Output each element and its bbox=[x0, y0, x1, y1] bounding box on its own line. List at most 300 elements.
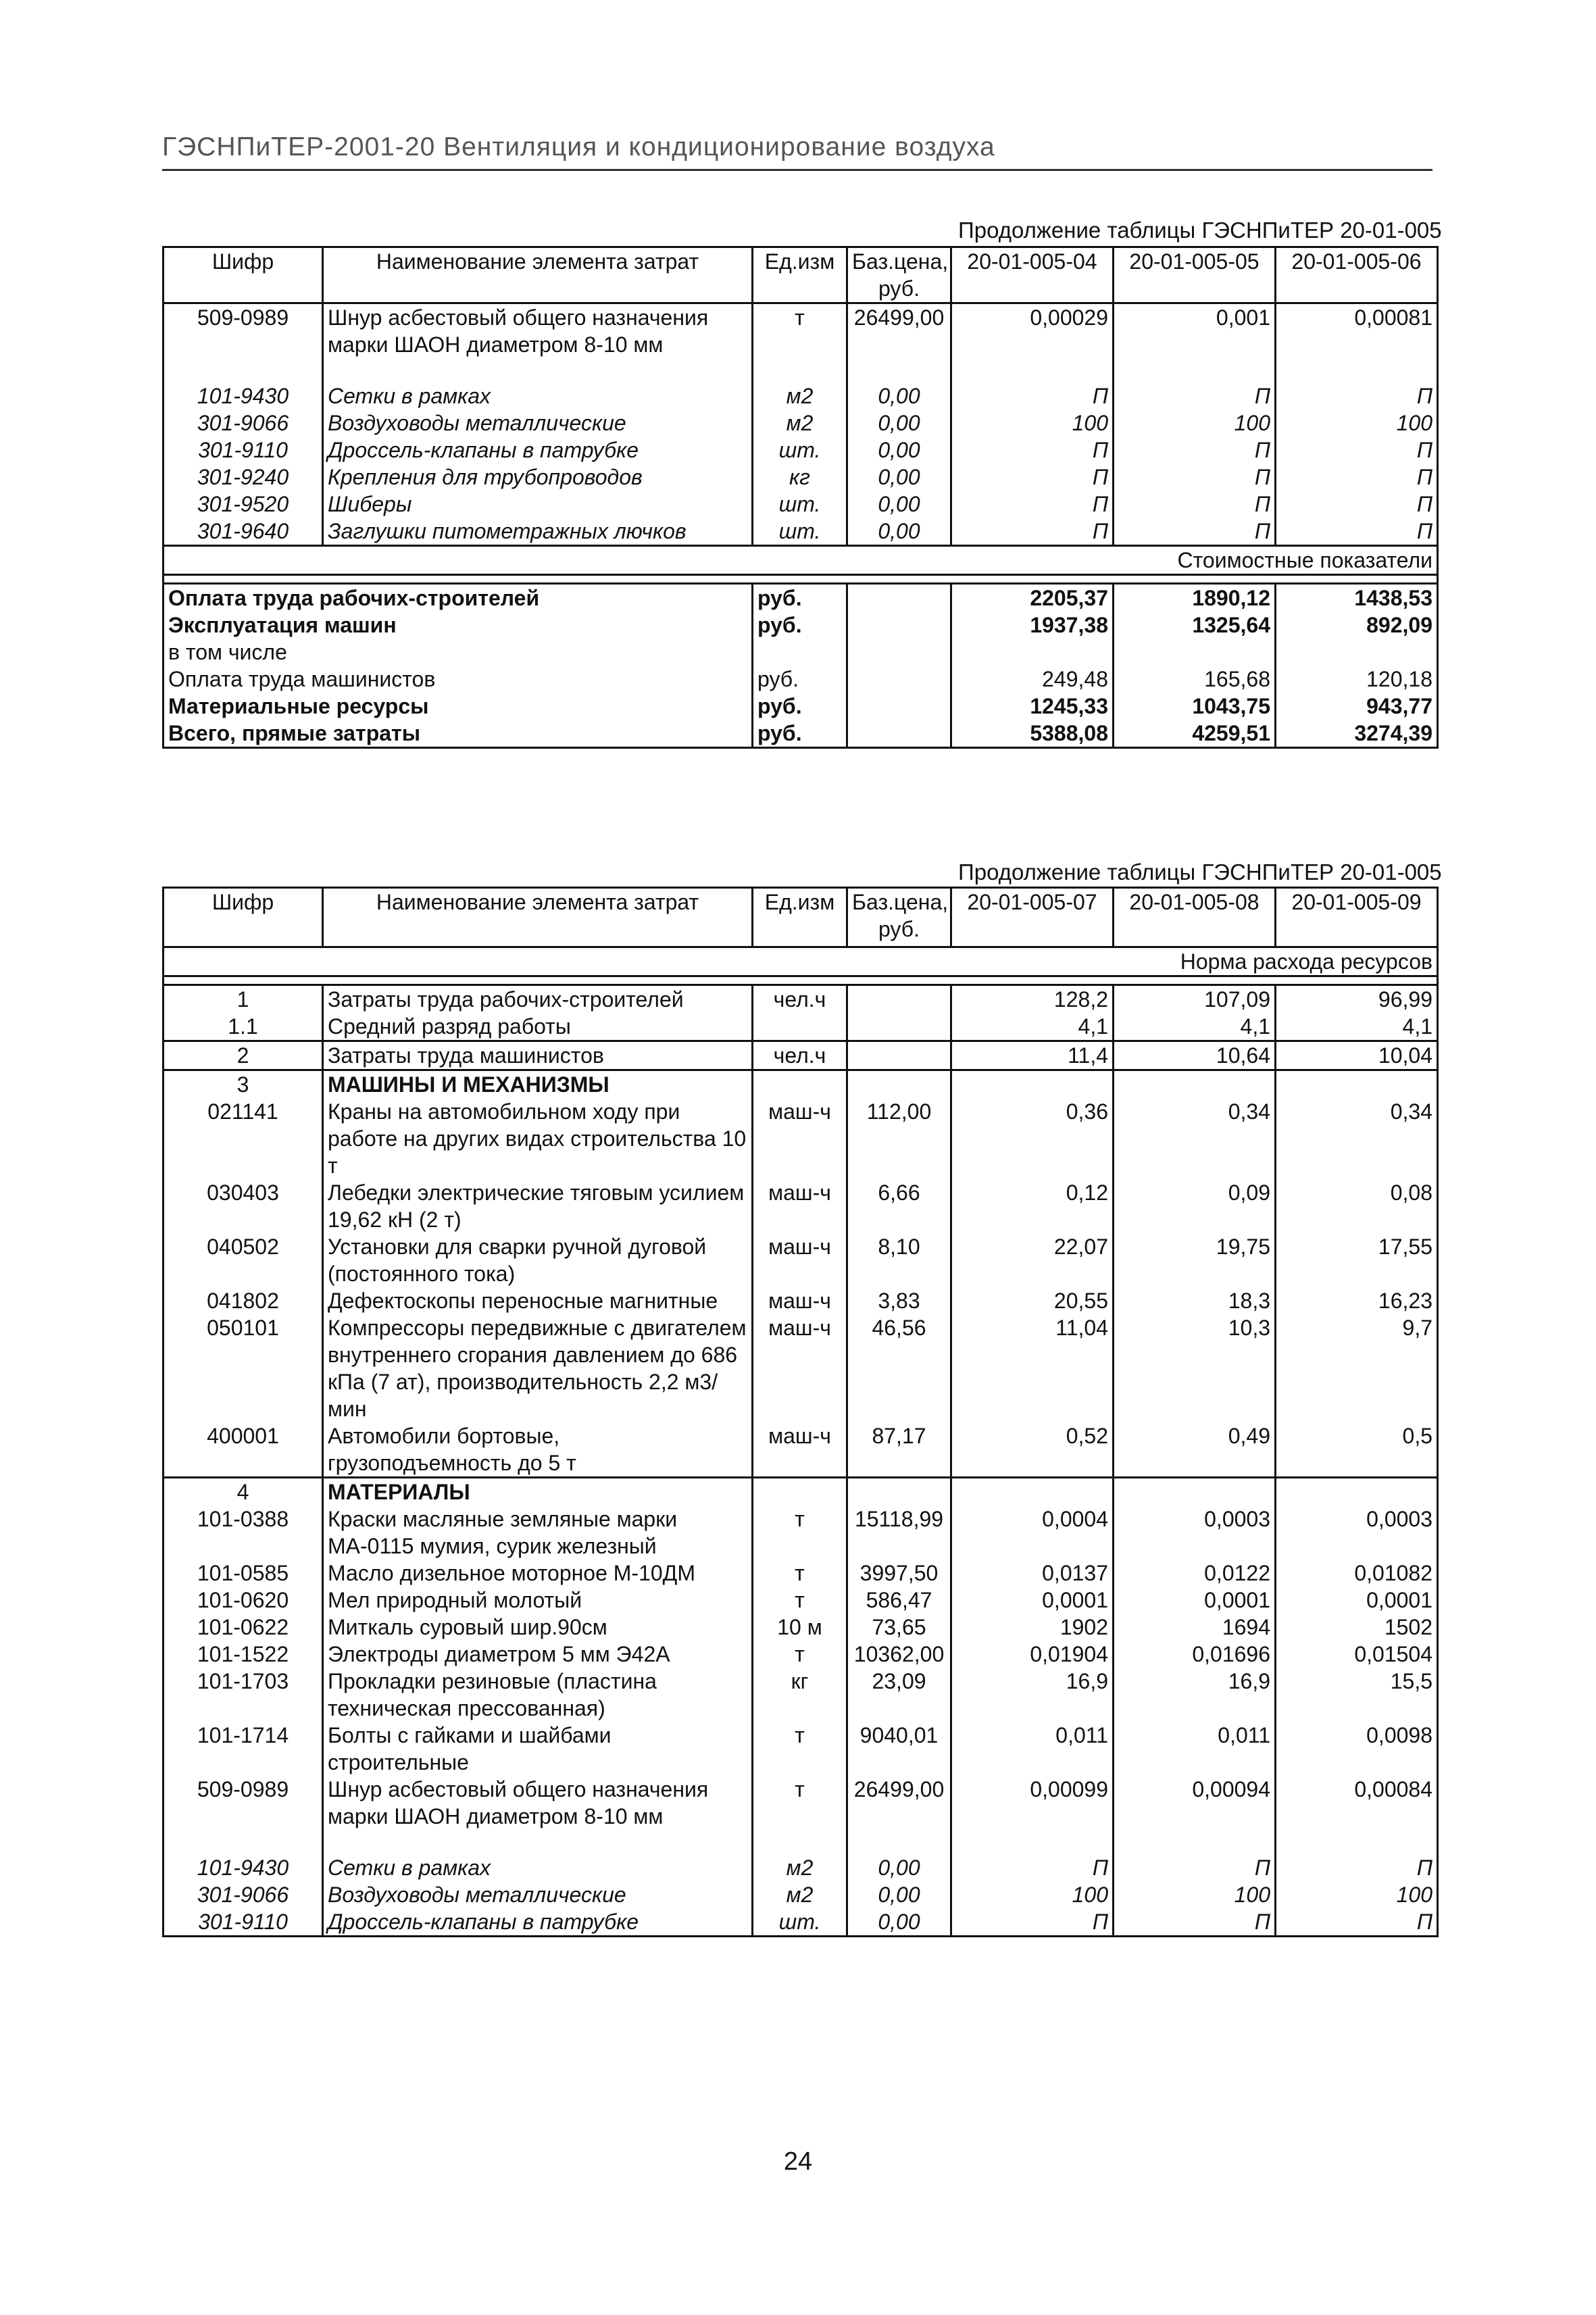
header-col-1: 20-01-005-04 bbox=[951, 247, 1114, 303]
row-name: Лебедки электрические тяговым усилием 19,62 кН (2 т) bbox=[323, 1179, 753, 1233]
row-value-2: 0,49 bbox=[1114, 1422, 1276, 1478]
table-row bbox=[164, 382, 1438, 409]
row-value-1: 0,12 bbox=[951, 1179, 1114, 1233]
row-value-3: П bbox=[1276, 491, 1438, 518]
document-header: ГЭСНПиТЕР-2001-20 Вентиляция и кондиционирование воздуха bbox=[162, 132, 995, 161]
row-unit: маш-ч bbox=[753, 1179, 847, 1233]
row-price bbox=[847, 985, 951, 1014]
row-name: Шнур асбестовый общего назначения марки ШАОН диаметром 8-10 мм bbox=[323, 303, 753, 359]
row-value-1: 0,0001 bbox=[951, 1587, 1114, 1614]
row-value-1 bbox=[951, 1070, 1114, 1099]
row-name: Воздуховоды металлические bbox=[323, 1881, 753, 1908]
row-price: 26499,00 bbox=[847, 303, 951, 359]
cost-value-3: 3274,39 bbox=[1276, 720, 1438, 748]
row-price: 23,09 bbox=[847, 1668, 951, 1722]
row-code: 301-9066 bbox=[164, 1881, 323, 1908]
header-code: Шифр bbox=[164, 247, 323, 303]
row-value-1: 0,011 bbox=[951, 1722, 1114, 1776]
row-code: 101-0585 bbox=[164, 1560, 323, 1587]
row-unit: 10 м bbox=[753, 1614, 847, 1641]
cost-name: Всего, прямые затраты bbox=[164, 720, 753, 748]
row-value-2: 100 bbox=[1114, 1881, 1276, 1908]
row-unit bbox=[753, 1478, 847, 1506]
row-name: Дефектоскопы переносные магнитные bbox=[323, 1287, 753, 1314]
row-value-1: 100 bbox=[951, 409, 1114, 437]
row-value-1: 0,00099 bbox=[951, 1776, 1114, 1830]
cost-unit: руб. bbox=[753, 612, 847, 639]
cost-value-1: 249,48 bbox=[951, 666, 1114, 693]
row-code: 101-0620 bbox=[164, 1587, 323, 1614]
table-row bbox=[164, 1478, 1438, 1506]
row-code: 101-9430 bbox=[164, 382, 323, 409]
row-name: Средний разряд работы bbox=[323, 1013, 753, 1041]
cost-row bbox=[164, 693, 1438, 720]
row-price: 26499,00 bbox=[847, 1776, 951, 1830]
row-unit: м2 bbox=[753, 382, 847, 409]
row-price: 87,17 bbox=[847, 1422, 951, 1478]
cost-name: Материальные ресурсы bbox=[164, 693, 753, 720]
row-value-3: 0,5 bbox=[1276, 1422, 1438, 1478]
row-price: 10362,00 bbox=[847, 1641, 951, 1668]
row-code: 301-9066 bbox=[164, 409, 323, 437]
row-name: Шиберы bbox=[323, 491, 753, 518]
row-value-1: П bbox=[951, 518, 1114, 546]
cost-name: Оплата труда рабочих-строителей bbox=[164, 584, 753, 612]
row-value-2: 10,3 bbox=[1114, 1314, 1276, 1422]
table-row bbox=[164, 1881, 1438, 1908]
cost-unit: руб. bbox=[753, 666, 847, 693]
row-value-3: 0,0003 bbox=[1276, 1505, 1438, 1560]
row-name: Краны на автомобильном ходу при работе на других видах строительства 10 т bbox=[323, 1098, 753, 1179]
row-value-2: 0,001 bbox=[1114, 303, 1276, 359]
cost-value-2: 1890,12 bbox=[1114, 584, 1276, 612]
row-value-3: 16,23 bbox=[1276, 1287, 1438, 1314]
header-price: Баз.цена, руб. bbox=[847, 888, 951, 947]
row-name: Крепления для трубопроводов bbox=[323, 464, 753, 491]
cost-row bbox=[164, 584, 1438, 612]
header-name: Наименование элемента затрат bbox=[323, 247, 753, 303]
row-name: Шнур асбестовый общего назначения марки ШАОН диаметром 8-10 мм bbox=[323, 1776, 753, 1830]
table-row bbox=[164, 1233, 1438, 1287]
row-unit: т bbox=[753, 1776, 847, 1830]
row-value-3: П bbox=[1276, 464, 1438, 491]
row-value-2: 0,0001 bbox=[1114, 1587, 1276, 1614]
row-code: 400001 bbox=[164, 1422, 323, 1478]
row-name: Компрессоры передвижные с двигателем внутреннего сгорания давлением до 686 кПа (7 ат), производительность 2,2 м3/мин bbox=[323, 1314, 753, 1422]
row-value-3 bbox=[1276, 1070, 1438, 1099]
row-value-2: П bbox=[1114, 1854, 1276, 1881]
row-value-2: 4,1 bbox=[1114, 1013, 1276, 1041]
row-unit: м2 bbox=[753, 1881, 847, 1908]
row-unit: т bbox=[753, 1560, 847, 1587]
row-value-2: 0,01696 bbox=[1114, 1641, 1276, 1668]
row-unit: т bbox=[753, 1641, 847, 1668]
header-price: Баз.цена, руб. bbox=[847, 247, 951, 303]
row-unit: т bbox=[753, 1505, 847, 1560]
row-value-1: П bbox=[951, 1908, 1114, 1937]
row-name: Миткаль суровый шир.90см bbox=[323, 1614, 753, 1641]
row-code: 1 bbox=[164, 985, 323, 1014]
cost-name: Эксплуатация машин bbox=[164, 612, 753, 639]
row-value-1: П bbox=[951, 382, 1114, 409]
row-name: Воздуховоды металлические bbox=[323, 409, 753, 437]
cost-value-3: 892,09 bbox=[1276, 612, 1438, 639]
table-row bbox=[164, 491, 1438, 518]
row-value-2: П bbox=[1114, 518, 1276, 546]
table-row bbox=[164, 1854, 1438, 1881]
cost-name: Оплата труда машинистов bbox=[164, 666, 753, 693]
row-value-2: 0,34 bbox=[1114, 1098, 1276, 1179]
cost-unit: руб. bbox=[753, 720, 847, 748]
row-value-2: 0,0122 bbox=[1114, 1560, 1276, 1587]
row-name: МАТЕРИАЛЫ bbox=[323, 1478, 753, 1506]
row-value-1: П bbox=[951, 1854, 1114, 1881]
header-code: Шифр bbox=[164, 888, 323, 947]
row-value-3: П bbox=[1276, 1854, 1438, 1881]
row-unit: шт. bbox=[753, 1908, 847, 1937]
row-code: 050101 bbox=[164, 1314, 323, 1422]
table-row bbox=[164, 1098, 1438, 1179]
cost-row bbox=[164, 720, 1438, 748]
page-number: 24 bbox=[783, 2147, 813, 2176]
cost-value-2: 4259,51 bbox=[1114, 720, 1276, 748]
row-value-3: 17,55 bbox=[1276, 1233, 1438, 1287]
row-code: 301-9110 bbox=[164, 437, 323, 464]
cost-value-2 bbox=[1114, 639, 1276, 666]
table-row bbox=[164, 409, 1438, 437]
row-value-1: 4,1 bbox=[951, 1013, 1114, 1041]
table-row bbox=[164, 985, 1438, 1014]
row-price: 0,00 bbox=[847, 1854, 951, 1881]
row-name: Установки для сварки ручной дуговой (постоянного тока) bbox=[323, 1233, 753, 1287]
row-value-3: 0,00081 bbox=[1276, 303, 1438, 359]
row-value-1: П bbox=[951, 437, 1114, 464]
header-col-1: 20-01-005-07 bbox=[951, 888, 1114, 947]
table-row bbox=[164, 1641, 1438, 1668]
row-code: 021141 bbox=[164, 1098, 323, 1179]
spacer-row bbox=[164, 575, 1438, 584]
cost-value-2: 1325,64 bbox=[1114, 612, 1276, 639]
row-name: Краски масляные земляные марки МА-0115 мумия, сурик железный bbox=[323, 1505, 753, 1560]
row-value-2: 100 bbox=[1114, 409, 1276, 437]
cost-value-1: 5388,08 bbox=[951, 720, 1114, 748]
header-col-3: 20-01-005-09 bbox=[1276, 888, 1438, 947]
table-row bbox=[164, 1070, 1438, 1099]
resource-table-1 bbox=[162, 246, 1439, 749]
row-price: 46,56 bbox=[847, 1314, 951, 1422]
row-value-1: 22,07 bbox=[951, 1233, 1114, 1287]
table-row bbox=[164, 1013, 1438, 1041]
row-value-3: 1502 bbox=[1276, 1614, 1438, 1641]
row-code: 4 bbox=[164, 1478, 323, 1506]
table-row bbox=[164, 1041, 1438, 1070]
spacer-row bbox=[164, 1830, 1438, 1854]
row-name: Сетки в рамках bbox=[323, 1854, 753, 1881]
row-unit: чел.ч bbox=[753, 1041, 847, 1070]
row-value-3: 100 bbox=[1276, 1881, 1438, 1908]
row-value-3: 0,0098 bbox=[1276, 1722, 1438, 1776]
table-header-row bbox=[164, 247, 1438, 303]
row-code: 040502 bbox=[164, 1233, 323, 1287]
row-value-1: 0,01904 bbox=[951, 1641, 1114, 1668]
row-name: Болты с гайками и шайбами строительные bbox=[323, 1722, 753, 1776]
cost-value-1 bbox=[951, 639, 1114, 666]
table-row bbox=[164, 1614, 1438, 1641]
row-unit: м2 bbox=[753, 409, 847, 437]
row-value-1: П bbox=[951, 491, 1114, 518]
row-code: 301-9640 bbox=[164, 518, 323, 546]
table-row bbox=[164, 1179, 1438, 1233]
row-code: 101-9430 bbox=[164, 1854, 323, 1881]
row-value-2: 0,011 bbox=[1114, 1722, 1276, 1776]
cost-value-1: 1245,33 bbox=[951, 693, 1114, 720]
row-value-3: П bbox=[1276, 1908, 1438, 1937]
row-value-3: 96,99 bbox=[1276, 985, 1438, 1014]
cost-value-2: 165,68 bbox=[1114, 666, 1276, 693]
header-name: Наименование элемента затрат bbox=[323, 888, 753, 947]
row-value-3: 0,01082 bbox=[1276, 1560, 1438, 1587]
row-code: 1.1 bbox=[164, 1013, 323, 1041]
row-code: 301-9110 bbox=[164, 1908, 323, 1937]
row-value-3: 100 bbox=[1276, 409, 1438, 437]
row-price: 0,00 bbox=[847, 437, 951, 464]
header-col-3: 20-01-005-06 bbox=[1276, 247, 1438, 303]
row-value-3: 0,01504 bbox=[1276, 1641, 1438, 1668]
row-value-2: П bbox=[1114, 437, 1276, 464]
row-value-2: П bbox=[1114, 1908, 1276, 1937]
cost-row bbox=[164, 612, 1438, 639]
cost-unit: руб. bbox=[753, 584, 847, 612]
row-unit: шт. bbox=[753, 518, 847, 546]
row-value-3: 0,34 bbox=[1276, 1098, 1438, 1179]
row-price: 0,00 bbox=[847, 491, 951, 518]
row-unit: маш-ч bbox=[753, 1422, 847, 1478]
section-label: Норма расхода ресурсов bbox=[164, 947, 1438, 976]
row-price bbox=[847, 1013, 951, 1041]
row-price: 0,00 bbox=[847, 1908, 951, 1937]
row-price: 0,00 bbox=[847, 1881, 951, 1908]
row-code: 101-1522 bbox=[164, 1641, 323, 1668]
row-value-3: П bbox=[1276, 518, 1438, 546]
header-col-2: 20-01-005-08 bbox=[1114, 888, 1276, 947]
row-unit: м2 bbox=[753, 1854, 847, 1881]
row-price bbox=[847, 1041, 951, 1070]
table-row bbox=[164, 1722, 1438, 1776]
cost-value-3: 120,18 bbox=[1276, 666, 1438, 693]
row-value-2: 18,3 bbox=[1114, 1287, 1276, 1314]
row-unit: кг bbox=[753, 1668, 847, 1722]
row-value-2: 16,9 bbox=[1114, 1668, 1276, 1722]
table-row bbox=[164, 518, 1438, 546]
row-code: 030403 bbox=[164, 1179, 323, 1233]
row-value-2: 107,09 bbox=[1114, 985, 1276, 1014]
row-value-1: 20,55 bbox=[951, 1287, 1114, 1314]
cost-unit: руб. bbox=[753, 693, 847, 720]
header-unit: Ед.изм bbox=[753, 888, 847, 947]
table-row bbox=[164, 1668, 1438, 1722]
cost-name: в том числе bbox=[164, 639, 753, 666]
row-name: Сетки в рамках bbox=[323, 382, 753, 409]
row-unit: чел.ч bbox=[753, 985, 847, 1014]
row-value-2: 1694 bbox=[1114, 1614, 1276, 1641]
table2-caption: Продолжение таблицы ГЭСНПиТЕР 20-01-005 bbox=[958, 860, 1442, 885]
table-row bbox=[164, 1287, 1438, 1314]
row-name: Дроссель-клапаны в патрубке bbox=[323, 437, 753, 464]
row-name: МАШИНЫ И МЕХАНИЗМЫ bbox=[323, 1070, 753, 1099]
row-value-3: 10,04 bbox=[1276, 1041, 1438, 1070]
row-code: 3 bbox=[164, 1070, 323, 1099]
row-price: 0,00 bbox=[847, 464, 951, 491]
table-row bbox=[164, 437, 1438, 464]
row-value-1: 11,4 bbox=[951, 1041, 1114, 1070]
spacer-row bbox=[164, 358, 1438, 382]
row-price: 73,65 bbox=[847, 1614, 951, 1641]
row-price bbox=[847, 1070, 951, 1099]
row-unit: шт. bbox=[753, 437, 847, 464]
row-unit: маш-ч bbox=[753, 1233, 847, 1287]
cost-value-2: 1043,75 bbox=[1114, 693, 1276, 720]
row-price: 586,47 bbox=[847, 1587, 951, 1614]
row-name: Автомобили бортовые, грузоподъемность до 5 т bbox=[323, 1422, 753, 1478]
row-value-3: 0,0001 bbox=[1276, 1587, 1438, 1614]
table-row bbox=[164, 303, 1438, 359]
table-row bbox=[164, 1776, 1438, 1830]
row-unit: кг bbox=[753, 464, 847, 491]
row-value-2: П bbox=[1114, 491, 1276, 518]
row-value-3: 0,00084 bbox=[1276, 1776, 1438, 1830]
row-value-1: 0,52 bbox=[951, 1422, 1114, 1478]
row-price: 9040,01 bbox=[847, 1722, 951, 1776]
row-name: Заглушки питометражных лючков bbox=[323, 518, 753, 546]
row-value-2: П bbox=[1114, 464, 1276, 491]
table2-body bbox=[164, 985, 1438, 1937]
row-name: Затраты труда машинистов bbox=[323, 1041, 753, 1070]
row-price: 0,00 bbox=[847, 382, 951, 409]
row-value-1: 0,00029 bbox=[951, 303, 1114, 359]
cost-value-3 bbox=[1276, 639, 1438, 666]
row-code: 041802 bbox=[164, 1287, 323, 1314]
row-value-3 bbox=[1276, 1478, 1438, 1506]
row-value-2: 0,09 bbox=[1114, 1179, 1276, 1233]
row-value-2: 0,0003 bbox=[1114, 1505, 1276, 1560]
row-value-2 bbox=[1114, 1478, 1276, 1506]
section-row bbox=[164, 546, 1438, 575]
header-col-2: 20-01-005-05 bbox=[1114, 247, 1276, 303]
row-unit: т bbox=[753, 303, 847, 359]
row-name: Дроссель-клапаны в патрубке bbox=[323, 1908, 753, 1937]
header-rule bbox=[162, 169, 1432, 171]
row-code: 101-1703 bbox=[164, 1668, 323, 1722]
row-name: Затраты труда рабочих-строителей bbox=[323, 985, 753, 1014]
row-name: Масло дизельное моторное М-10ДМ bbox=[323, 1560, 753, 1587]
cost-value-1: 2205,37 bbox=[951, 584, 1114, 612]
row-price: 15118,99 bbox=[847, 1505, 951, 1560]
table-row bbox=[164, 1505, 1438, 1560]
cost-value-3: 943,77 bbox=[1276, 693, 1438, 720]
cost-value-3: 1438,53 bbox=[1276, 584, 1438, 612]
row-value-2: 0,00094 bbox=[1114, 1776, 1276, 1830]
row-value-3: 9,7 bbox=[1276, 1314, 1438, 1422]
row-code: 301-9240 bbox=[164, 464, 323, 491]
row-unit bbox=[753, 1013, 847, 1041]
row-unit: маш-ч bbox=[753, 1098, 847, 1179]
row-value-1: 0,0137 bbox=[951, 1560, 1114, 1587]
spacer-row bbox=[164, 976, 1438, 985]
row-code: 101-1714 bbox=[164, 1722, 323, 1776]
row-value-2: 19,75 bbox=[1114, 1233, 1276, 1287]
row-price: 3997,50 bbox=[847, 1560, 951, 1587]
table-row bbox=[164, 1587, 1438, 1614]
row-code: 101-0622 bbox=[164, 1614, 323, 1641]
row-value-1: 0,0004 bbox=[951, 1505, 1114, 1560]
row-value-2: П bbox=[1114, 382, 1276, 409]
row-unit: шт. bbox=[753, 491, 847, 518]
row-unit: т bbox=[753, 1722, 847, 1776]
section-label: Стоимостные показатели bbox=[164, 546, 1438, 575]
table-row bbox=[164, 1560, 1438, 1587]
row-value-1: 128,2 bbox=[951, 985, 1114, 1014]
row-price: 6,66 bbox=[847, 1179, 951, 1233]
table-row bbox=[164, 1422, 1438, 1478]
row-price: 8,10 bbox=[847, 1233, 951, 1287]
row-value-1: 100 bbox=[951, 1881, 1114, 1908]
row-value-1 bbox=[951, 1478, 1114, 1506]
row-price: 3,83 bbox=[847, 1287, 951, 1314]
row-code: 101-0388 bbox=[164, 1505, 323, 1560]
row-unit: т bbox=[753, 1587, 847, 1614]
row-value-1: 16,9 bbox=[951, 1668, 1114, 1722]
row-value-1: П bbox=[951, 464, 1114, 491]
table-row bbox=[164, 1908, 1438, 1937]
row-value-1: 11,04 bbox=[951, 1314, 1114, 1422]
row-value-1: 0,36 bbox=[951, 1098, 1114, 1179]
row-price bbox=[847, 1478, 951, 1506]
table-row bbox=[164, 464, 1438, 491]
row-unit bbox=[753, 1070, 847, 1099]
row-name: Электроды диаметром 5 мм Э42А bbox=[323, 1641, 753, 1668]
cost-row bbox=[164, 639, 1438, 666]
row-value-3: 0,08 bbox=[1276, 1179, 1438, 1233]
row-price: 0,00 bbox=[847, 409, 951, 437]
cost-row bbox=[164, 666, 1438, 693]
row-code: 301-9520 bbox=[164, 491, 323, 518]
cost-unit bbox=[753, 639, 847, 666]
row-value-1: 1902 bbox=[951, 1614, 1114, 1641]
row-value-3: П bbox=[1276, 382, 1438, 409]
table-row bbox=[164, 1314, 1438, 1422]
row-value-2 bbox=[1114, 1070, 1276, 1099]
table-header-row bbox=[164, 888, 1438, 947]
resource-table-2 bbox=[162, 887, 1439, 1937]
row-price: 0,00 bbox=[847, 518, 951, 546]
table1-caption: Продолжение таблицы ГЭСНПиТЕР 20-01-005 bbox=[958, 218, 1442, 243]
cost-value-1: 1937,38 bbox=[951, 612, 1114, 639]
row-value-3: 4,1 bbox=[1276, 1013, 1438, 1041]
row-code: 509-0989 bbox=[164, 303, 323, 359]
header-unit: Ед.изм bbox=[753, 247, 847, 303]
row-value-3: П bbox=[1276, 437, 1438, 464]
row-code: 2 bbox=[164, 1041, 323, 1070]
row-value-2: 10,64 bbox=[1114, 1041, 1276, 1070]
row-price: 112,00 bbox=[847, 1098, 951, 1179]
row-name: Мел природный молотый bbox=[323, 1587, 753, 1614]
section-row bbox=[164, 947, 1438, 976]
row-code: 509-0989 bbox=[164, 1776, 323, 1830]
row-value-3: 15,5 bbox=[1276, 1668, 1438, 1722]
row-unit: маш-ч bbox=[753, 1287, 847, 1314]
row-name: Прокладки резиновые (пластина техническая прессованная) bbox=[323, 1668, 753, 1722]
row-unit: маш-ч bbox=[753, 1314, 847, 1422]
